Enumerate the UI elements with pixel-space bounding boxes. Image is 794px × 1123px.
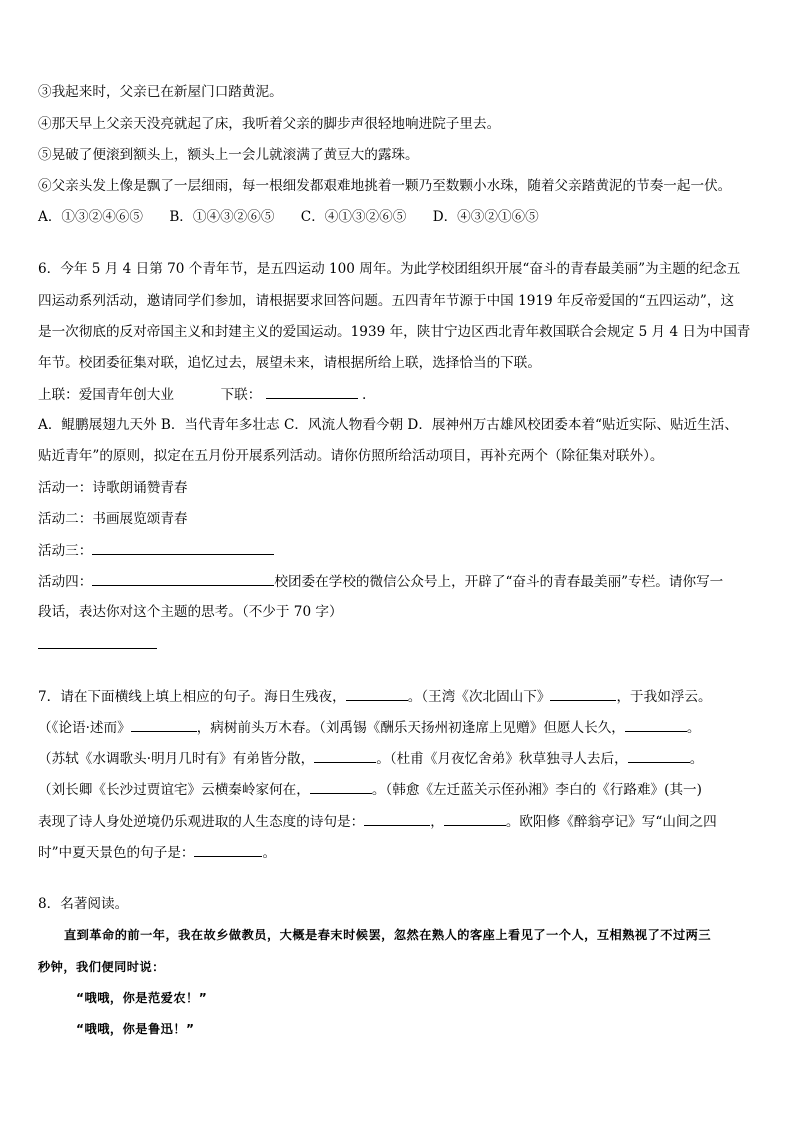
q7-blank-7[interactable]	[310, 779, 372, 794]
q6-activity-4-label: 活动四：	[38, 574, 93, 590]
q7-line-5	[38, 811, 717, 832]
q6-activity-3	[38, 540, 274, 561]
q5-option-b[interactable]: B．①④③②⑥⑤	[169, 209, 275, 225]
q6-xialian-label: 下联：	[220, 387, 262, 403]
q7-blank-9[interactable]	[444, 811, 506, 826]
q7-text: （《论语·述而》	[38, 720, 131, 736]
q6-shanglian: 上联：爱国青年创大业	[38, 387, 174, 403]
q6-writing-prompt: 段话，表达你对这个主题的思考。（不少于 70 字）	[38, 604, 343, 620]
q7-text: （刘长卿《长沙过贾谊宅》云横秦岭家何在，	[38, 782, 310, 798]
q6-stem-line-4: 年节。校团委征集对联，追忆过去，展望未来，请根据所给上联，选择恰当的下联。	[38, 355, 541, 371]
q5-sentence-6: ⑥父亲头发上像是飘了一层细雨，每一根细发都艰难地挑着一颗乃至数颗小水珠，随着父亲踏黄泥的节奏一起一伏。	[38, 178, 732, 194]
q7-blank-10[interactable]	[194, 842, 262, 857]
q7-text: 。欧阳修《醉翁亭记》写“山间之四	[505, 814, 717, 830]
q7-line-2	[38, 717, 700, 738]
q7-text: 。（杜甫《月夜忆舍弟》秋草独寻人去后，	[376, 751, 628, 767]
q7-line-6	[38, 842, 276, 863]
q5-option-c[interactable]: C．④①③②⑥⑤	[300, 209, 407, 225]
q6-activity-intro: 贴近青年”的原则，拟定在五月份开展系列活动。请你仿照所给活动项目，再补充两个（除征集对联外）。	[38, 448, 664, 464]
q6-activity-3-label: 活动三：	[38, 543, 93, 559]
q6-options-line: A．鲲鹏展翅九天外 B．当代青年多壮志 C．风流人物看今朝 D．展神州万古雄风校团委本着“贴近实际、贴近生活、	[38, 417, 738, 433]
q8-title: 8．名著阅读。	[38, 896, 129, 912]
q6-activity-4	[38, 571, 723, 592]
q6-activity-2: 活动二：书画展览颂青春	[38, 511, 188, 527]
q7-text: 。	[686, 720, 701, 736]
q7-line-4	[38, 779, 702, 800]
q7-blank-8[interactable]	[364, 811, 430, 826]
q6-stem-line-3: 是一次彻底的反对帝国主义和封建主义的爱国运动。1939 年，陕甘宁边区西北青年救国联合会规定 5 月 4 日为中国青	[38, 324, 751, 340]
q6-activity-4-rest: 校团委在学校的微信公众号上，开辟了“奋斗的青春最美丽”专栏。请你写一	[274, 574, 724, 590]
q6-activity-4-blank[interactable]	[92, 571, 274, 586]
q7-text: 表现了诗人身处逆境仍乐观进取的人生态度的诗句是：	[38, 814, 365, 830]
q6-stem-line-1: 6．今年 5 月 4 日第 70 个青年节，是五四运动 100 周年。为此学校团组织开展“奋斗的青春最美丽”为主题的纪念五	[38, 261, 741, 277]
q5-sentence-4: ④那天早上父亲天没亮就起了床，我听着父亲的脚步声很轻地响进院子里去。	[38, 116, 501, 132]
q7-line-3	[38, 748, 703, 769]
q5-option-a[interactable]: A．①③②④⑥⑤	[38, 209, 143, 225]
q6-period: .	[362, 387, 367, 403]
q7-line-1	[38, 686, 712, 707]
q8-dialogue-1: “哦哦，你是范爱农！”	[76, 991, 208, 1005]
q7-text: 。（王湾《次北固山下》	[407, 689, 551, 705]
q7-blank-6[interactable]	[628, 748, 690, 763]
q8-dialogue-2: “哦哦，你是鲁迅！”	[76, 1022, 195, 1036]
q5-option-d[interactable]: D．④③②①⑥⑤	[432, 209, 539, 225]
q6-couplet	[38, 384, 366, 405]
q7-blank-2[interactable]	[550, 686, 616, 701]
q5-options	[38, 207, 561, 227]
q5-sentence-3: ③我起来时，父亲已在新屋门口踏黄泥。	[38, 84, 283, 100]
q6-xialian-blank[interactable]	[266, 384, 358, 399]
q6-answer-line[interactable]	[38, 648, 157, 649]
q7-blank-1[interactable]	[346, 686, 408, 701]
q7-blank-4[interactable]	[625, 717, 687, 732]
q7-text: ，	[430, 814, 444, 830]
q8-excerpt-line-1: 直到革命的前一年，我在故乡做教员，大概是春末时候罢，忽然在熟人的客座上看见了一个人，互相熟视了不过两三	[64, 928, 712, 942]
q7-blank-3[interactable]	[131, 717, 197, 732]
q7-text: 。（韩愈《左迁蓝关示侄孙湘》李白的《行路难》(其一)	[371, 782, 702, 798]
q7-text: 时”中夏天景色的句子是：	[38, 845, 195, 861]
q7-text: ，于我如浮云。	[616, 689, 712, 705]
q7-text: 。	[689, 751, 704, 767]
q6-stem-line-2: 四运动系列活动，邀请同学们参加，请根据要求回答问题。五四青年节源于中国 1919 年反帝爱国的“五四运动”，这	[38, 293, 735, 309]
q7-text: ，病树前头万木春。（刘禹锡《酬乐天扬州初逢席上见赠》但愿人长久，	[196, 720, 625, 736]
q7-text: 。	[262, 845, 277, 861]
q6-activity-1: 活动一：诗歌朗诵赞青春	[38, 480, 188, 496]
q6-activity-3-blank[interactable]	[92, 540, 274, 555]
q8-excerpt-line-2: 秒钟，我们便同时说：	[38, 960, 165, 974]
q7-text: 7．请在下面横线上填上相应的句子。海日生残夜，	[38, 689, 346, 705]
q7-blank-5[interactable]	[314, 748, 376, 763]
q5-sentence-5: ⑤晃破了便滚到额头上，额头上一会儿就滚满了黄豆大的露珠。	[38, 147, 419, 163]
q7-text: （苏轼《水调歌头·明月几时有》有弟皆分散，	[38, 751, 315, 767]
